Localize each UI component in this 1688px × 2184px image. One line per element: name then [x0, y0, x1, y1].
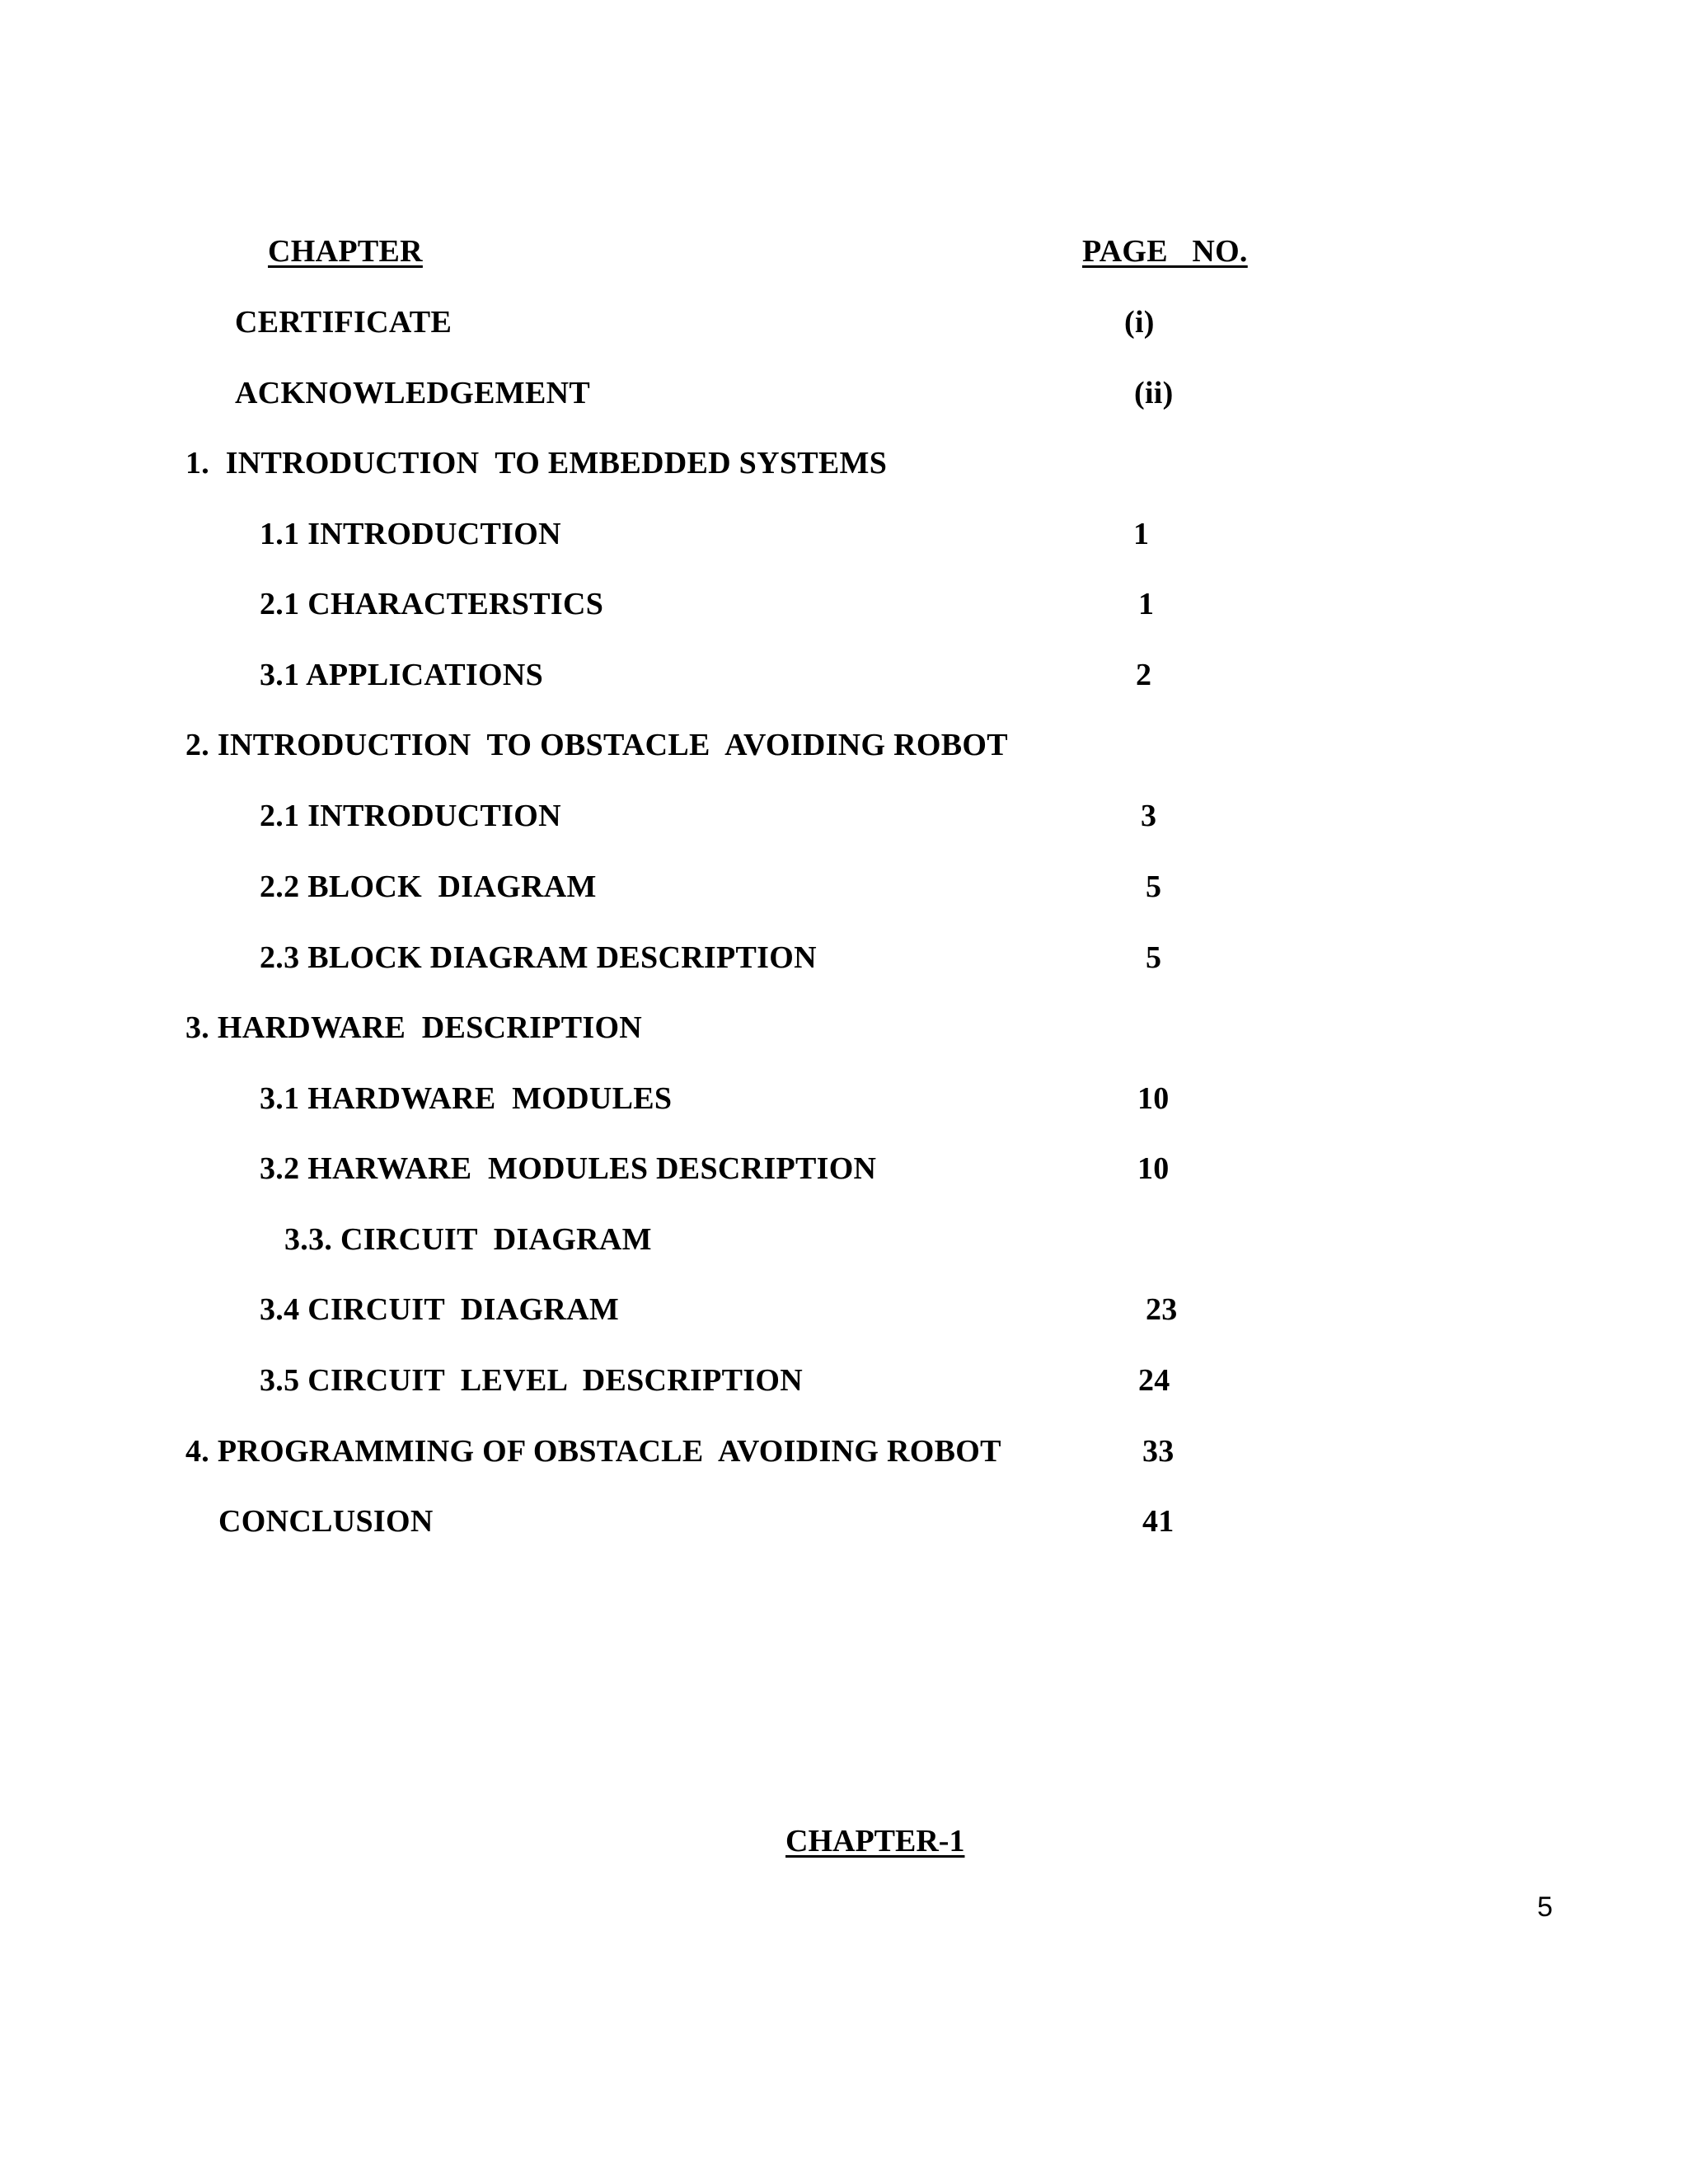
- toc-entry-page: 2: [1136, 658, 1152, 692]
- toc-entry-page: 3: [1141, 799, 1157, 833]
- toc-entry-page: 41: [1142, 1504, 1175, 1539]
- toc-entry-title: 1.1 INTRODUCTION: [260, 517, 561, 551]
- toc-entry-title: 3.3. CIRCUIT DIAGRAM: [284, 1222, 652, 1257]
- page-number: 5: [1537, 1891, 1553, 1923]
- toc-entry-page: 33: [1142, 1434, 1175, 1469]
- toc-entry-title: 3.5 CIRCUIT LEVEL DESCRIPTION: [260, 1363, 803, 1398]
- toc-entry-page: (ii): [1134, 376, 1174, 410]
- toc-entry-page: 24: [1138, 1363, 1170, 1398]
- toc-entry-title: 3.2 HARWARE MODULES DESCRIPTION: [260, 1151, 877, 1186]
- toc-chapter-title: 1. INTRODUCTION TO EMBEDDED SYSTEMS: [185, 446, 888, 480]
- toc-entry-page: 10: [1137, 1081, 1170, 1116]
- toc-entry-title: 2.1 INTRODUCTION: [260, 799, 561, 833]
- toc-entry-title: ACKNOWLEDGEMENT: [235, 376, 590, 410]
- toc-entry-title: 3.4 CIRCUIT DIAGRAM: [260, 1292, 619, 1327]
- toc-entry-page: 5: [1146, 940, 1162, 975]
- toc-entry-title: CERTIFICATE: [235, 305, 452, 340]
- toc-entry-title: 2.1 CHARACTERSTICS: [260, 587, 604, 621]
- toc-entry-title: 3.1 APPLICATIONS: [260, 658, 544, 692]
- toc-chapter-title: 3. HARDWARE DESCRIPTION: [185, 1010, 643, 1045]
- toc-chapter-title: 4. PROGRAMMING OF OBSTACLE AVOIDING ROBOT: [185, 1434, 1001, 1469]
- toc-entry-title: 3.1 HARDWARE MODULES: [260, 1081, 673, 1116]
- toc-chapter-title: 2. INTRODUCTION TO OBSTACLE AVOIDING ROBOT: [185, 728, 1008, 762]
- toc-entry-title: 2.3 BLOCK DIAGRAM DESCRIPTION: [260, 940, 817, 975]
- toc-entry-title: 2.2 BLOCK DIAGRAM: [260, 869, 597, 904]
- toc-entry-page: 10: [1137, 1151, 1170, 1186]
- toc-header-page-no: PAGE NO.: [1082, 234, 1248, 269]
- toc-header-chapter: CHAPTER: [268, 234, 423, 269]
- toc-entry-page: 23: [1146, 1292, 1178, 1327]
- toc-entry-page: 5: [1146, 869, 1162, 904]
- toc-entry-page: (i): [1124, 305, 1155, 340]
- toc-entry-title: CONCLUSION: [218, 1504, 434, 1539]
- toc-entry-page: 1: [1133, 517, 1150, 551]
- toc-entry-page: 1: [1138, 587, 1155, 621]
- next-chapter-heading: CHAPTER-1: [785, 1824, 965, 1858]
